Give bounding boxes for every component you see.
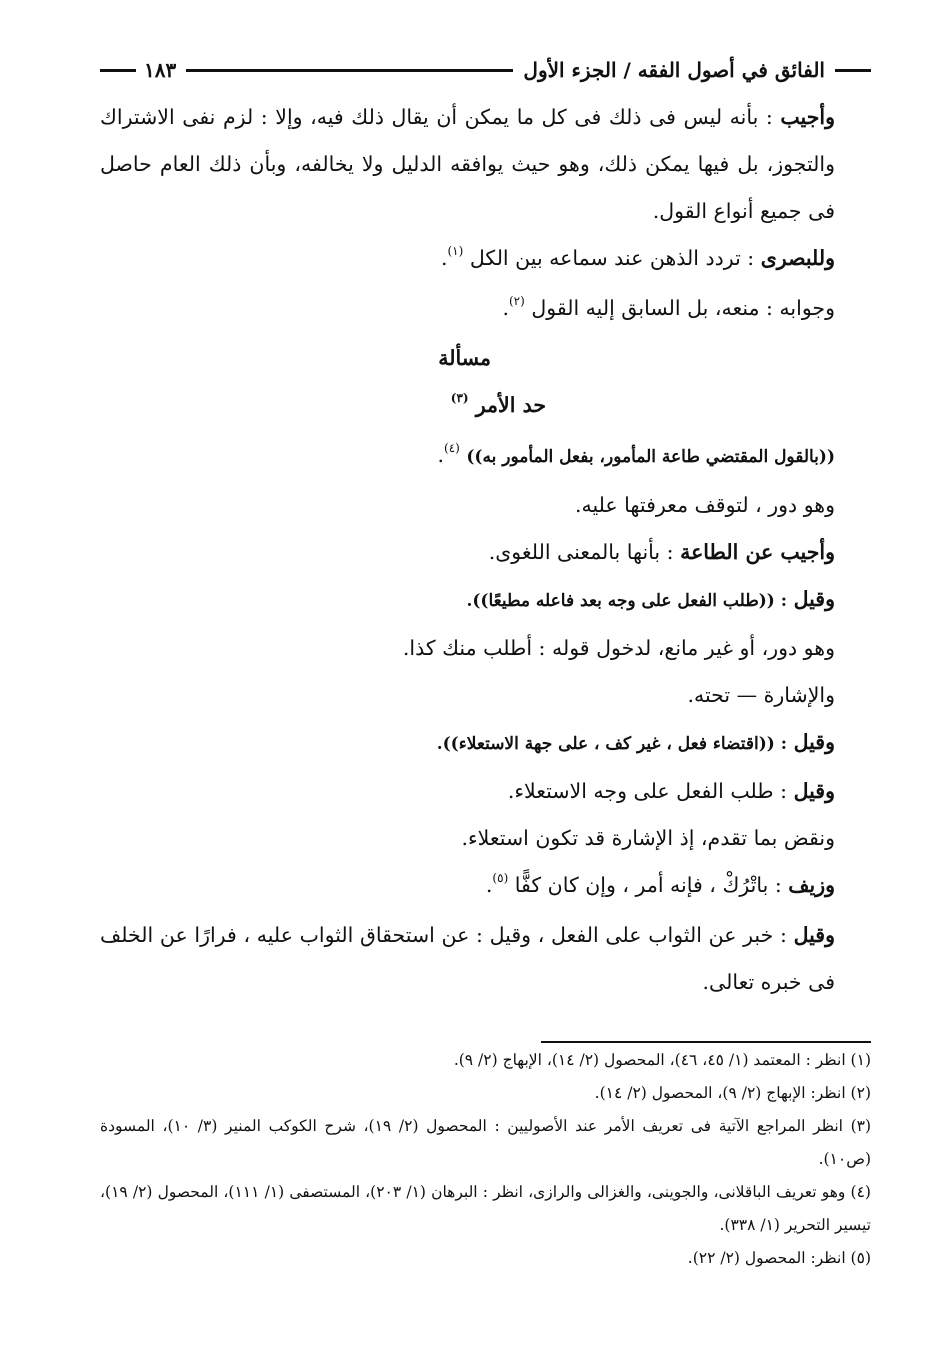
paragraph-6 xyxy=(100,529,871,576)
footnote-5: (٥) انظر: المحصول (٢/ ٢٢). xyxy=(687,1249,871,1267)
paragraph-13-end: . xyxy=(485,873,493,897)
footnote-1: (١) انظر : المعتمد (١/ ٤٥، ٤٦)، المحصول (٢/ ١٤)، الإبهاج (٢/ ٩). xyxy=(453,1051,871,1069)
header-rule xyxy=(186,69,513,72)
paragraph-7-label: وقيل xyxy=(793,587,835,611)
paragraph-4-text: ((بالقول المقتضي طاعة المأمور، بفعل المأمور به)) xyxy=(466,447,835,467)
section-heading-masala: مسألة xyxy=(438,346,491,370)
header-title: الفائق في أصول الفقه / الجزء الأول xyxy=(523,58,825,82)
paragraph-2 xyxy=(100,235,871,285)
running-header xyxy=(100,52,871,88)
paragraph-11 xyxy=(100,768,871,815)
header-rule-end xyxy=(100,69,136,72)
main-text xyxy=(100,94,871,1006)
paragraph-13 xyxy=(100,862,871,912)
footnote-ref-1[interactable]: (١) xyxy=(447,244,464,258)
paragraph-12 xyxy=(100,815,871,862)
section-heading-amr-text: حد الأمر xyxy=(475,393,546,417)
paragraph-6-label: وأجيب عن الطاعة xyxy=(680,540,835,564)
paragraph-6-text: : بأنها بالمعنى اللغوى. xyxy=(488,540,674,564)
paragraph-8-text: وهو دور، أو غير مانع، لدخول قوله : أطلب منك كذا. xyxy=(402,636,835,660)
paragraph-7-text: : ((طلب الفعل على وجه بعد فاعله مطيعًا)). xyxy=(466,591,788,611)
paragraph-14 xyxy=(100,912,871,1006)
footnote-ref-4[interactable]: (٤) xyxy=(444,441,460,455)
footnote-2: (٢) انظر: الإبهاج (٢/ ٩)، المحصول (٢/ ١٤). xyxy=(594,1084,871,1102)
paragraph-10-label: وقيل xyxy=(793,730,835,754)
paragraph-1-label: وأجيب xyxy=(780,105,835,129)
footnotes xyxy=(100,1044,871,1275)
footnote-ref-2[interactable]: (٢) xyxy=(508,294,525,308)
paragraph-8 xyxy=(100,625,871,672)
paragraph-2-end: . xyxy=(440,246,448,270)
paragraph-10-text: : ((اقتضاء فعل ، غير كف ، على جهة الاستعلاء)). xyxy=(436,734,788,754)
paragraph-7 xyxy=(100,576,871,625)
section-heading-amr xyxy=(100,382,871,432)
paragraph-4-end: . xyxy=(437,443,445,467)
paragraph-11-label: وقيل xyxy=(793,779,835,803)
paragraph-13-label: وزيف xyxy=(788,873,835,897)
footnote-4: (٤) وهو تعريف الباقلانى، والجوينى، والغزالى والرازى، انظر : البرهان (١/ ٢٠٣)، المستصفى (١/ ١١١)، المحصول (٢/ ١٩)، تيسير التحرير (١/ ٣٣٨). xyxy=(100,1183,871,1234)
header-rule-start xyxy=(835,69,871,72)
paragraph-2-text: : تردد الذهن عند سماعه بين الكل xyxy=(469,246,755,270)
footnote-3: (٣) انظر المراجع الآتية فى تعريف الأمر عند الأصوليين : المحصول (٢/ ١٩)، شرح الكوكب المنير (٣/ ١٠)، المسودة (ص١٠). xyxy=(100,1117,872,1168)
paragraph-4 xyxy=(100,432,871,482)
paragraph-10 xyxy=(100,719,871,768)
paragraph-1-text: : بأنه ليس فى ذلك فى كل ما يمكن أن يقال ذلك فيه، وإلا : لزم نفى الاشتراك والتجوز، بل فيها يمكن ذلك، وهو حيث يوافقه الدليل ولا يخالفه، وبأن ذلك العام حاصل فى جميع أنواع القول. xyxy=(100,105,835,223)
paragraph-9 xyxy=(100,672,871,719)
paragraph-3-text: وجوابه : منعه، بل السابق إليه القول xyxy=(531,296,835,320)
paragraph-11-text: : طلب الفعل على وجه الاستعلاء. xyxy=(507,779,788,803)
paragraph-3 xyxy=(100,285,871,335)
paragraph-5-text: وهو دور ، لتوقف معرفتها عليه. xyxy=(574,493,835,517)
footnote-ref-3[interactable]: (٣) xyxy=(450,391,469,405)
paragraph-3-end: . xyxy=(502,296,509,320)
paragraph-1 xyxy=(100,94,871,235)
paragraph-14-label: وقيل xyxy=(793,923,835,947)
footnote-separator xyxy=(541,1041,871,1043)
paragraph-14-text: : خبر عن الثواب على الفعل ، وقيل : عن استحقاق الثواب عليه ، فرارًا عن الخلف فى خبره تعالى. xyxy=(100,923,835,994)
page-number: ١٨٣ xyxy=(144,58,177,82)
footnote-ref-5[interactable]: (٥) xyxy=(492,871,509,885)
paragraph-9-text: والإشارة — تحته. xyxy=(687,683,835,707)
paragraph-5 xyxy=(100,482,871,529)
paragraph-12-text: ونقض بما تقدم، إذ الإشارة قد تكون استعلاء. xyxy=(461,826,835,850)
paragraph-13-text: : باتْرُكْ ، فإنه أمر ، وإن كان كفًّا xyxy=(514,873,782,897)
paragraph-2-label: وللبصرى xyxy=(760,246,835,270)
